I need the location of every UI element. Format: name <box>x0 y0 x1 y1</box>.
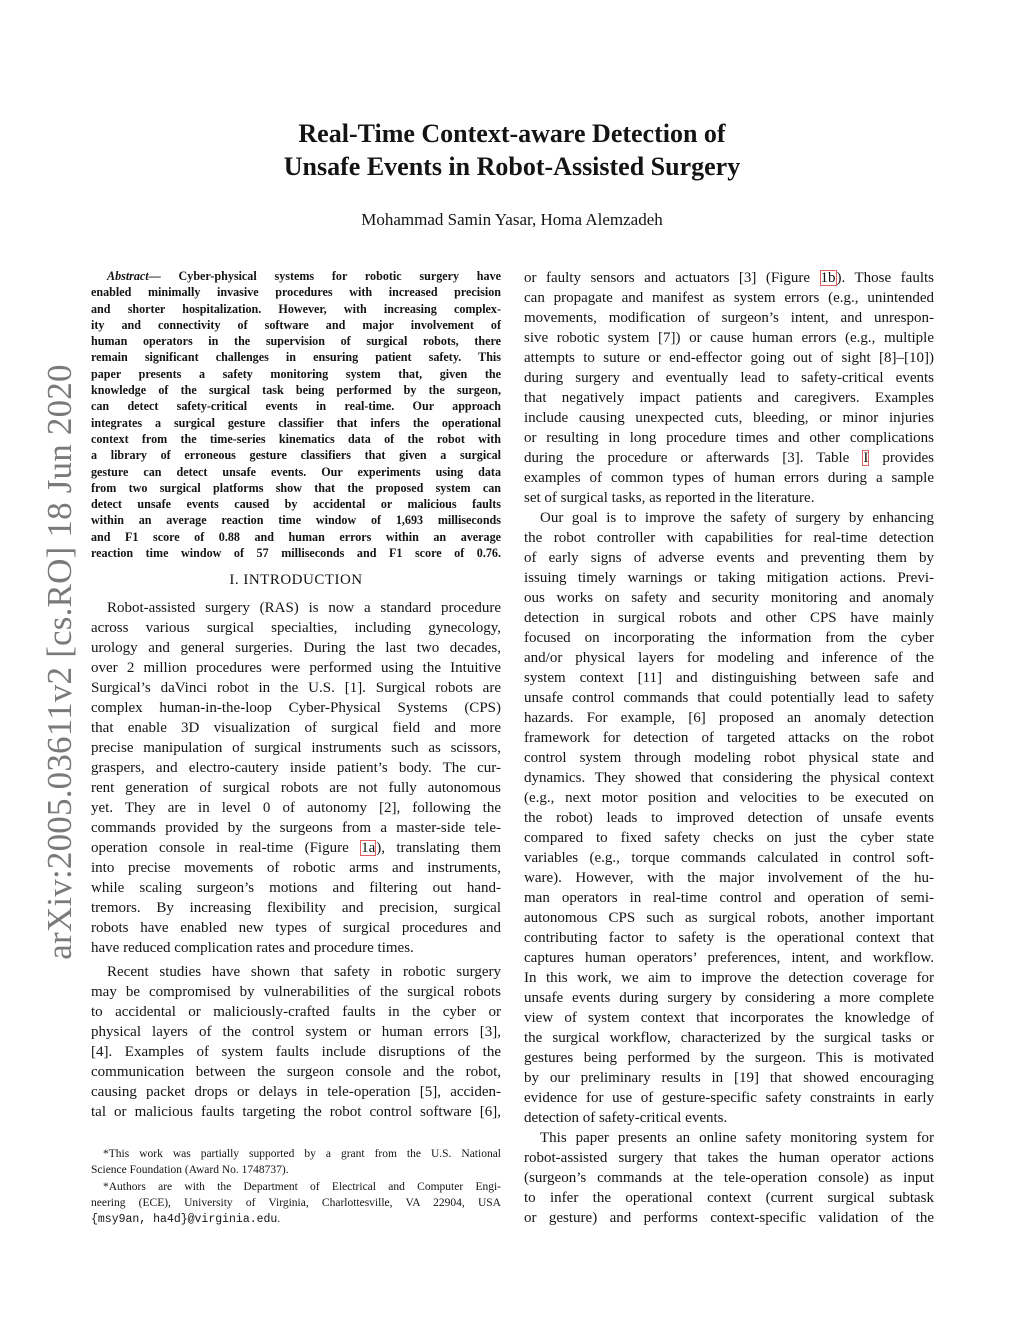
arxiv-identifier-stamp: arXiv:2005.03611v2 [cs.RO] 18 Jun 2020 <box>40 364 79 960</box>
abstract <box>91 268 501 561</box>
left-column <box>91 268 501 1227</box>
text-line: unsafe control commands that could potentially lead to safety <box>524 690 934 706</box>
text-line: focused on incorporating the information from the cyber <box>524 630 934 646</box>
text-line: physical layers of the control system or human errors [3], <box>91 1024 501 1041</box>
text-line: the robot) leads to improved detection of unsafe events <box>524 810 934 826</box>
table-1-link[interactable]: I <box>863 450 869 466</box>
text-line: include causing unexpected cuts, bleeding, or minor injuries <box>524 410 934 426</box>
abstract-line: and shorter hospitalization. However, with increasing complex- <box>91 301 501 316</box>
abstract-line: context from the time-series kinematics data of the robot with <box>91 431 501 446</box>
text-line: across various surgical specialties, including gynecology, <box>91 620 501 637</box>
section-heading-introduction: I. INTRODUCTION <box>229 572 363 589</box>
text-line: tal or malicious faults targeting the robot control software [6], <box>91 1104 501 1121</box>
text-line: during the procedure or afterwards [3]. Table I provides <box>524 450 934 466</box>
text-line: man operators in real-time control and operation of semi- <box>524 890 934 906</box>
abstract-line: can detect safety-critical events in real-time. Our approach <box>91 399 501 414</box>
abstract-line: from two surgical platforms show that the proposed system can <box>91 480 501 495</box>
text-line: compared to fixed safety checks on just the cyber state <box>524 830 934 846</box>
right-paragraph-1 <box>524 268 934 508</box>
text-line: examples of common types of human errors during a sample <box>524 470 934 486</box>
text-line: may be compromised by vulnerabilities of the surgical robots <box>91 984 501 1001</box>
right-paragraph-2 <box>524 508 934 1128</box>
text-line: autonomous CPS such as surgical robots, another important <box>524 910 934 926</box>
text-line: that negatively impact patients and caregivers. Examples <box>524 390 934 406</box>
text-line: robots have enabled new types of surgical procedures and <box>91 920 501 937</box>
abstract-line: a library of erroneous gesture classifiers that given a surgical <box>91 448 501 463</box>
text-line: ous works on safety and security monitoring and anomaly <box>524 590 934 606</box>
text-line: ware). However, with the major involvement of the hu- <box>524 870 934 886</box>
text-line: contributing factor to safety is the operational context that <box>524 930 934 946</box>
footnote-line: *Authors are with the Department of Electrical and Computer Engi- <box>103 1181 501 1194</box>
text-line: can propagate and manifest as system errors (e.g., unintended <box>524 290 934 306</box>
abstract-label: Abstract <box>107 269 149 283</box>
text-line: view of system context that incorporates the knowledge of <box>524 1010 934 1026</box>
abstract-line: paper presents a safety monitoring system that, given the <box>91 366 501 381</box>
text-line: complex human-in-the-loop Cyber-Physical Systems (CPS) <box>91 700 501 717</box>
title-line: Unsafe Events in Robot-Assisted Surgery <box>283 152 741 181</box>
text-line: Surgical’s daVinci robot in the U.S. [1]. Surgical robots are <box>91 680 501 697</box>
right-paragraph-3 <box>524 1128 934 1228</box>
text-line: set of surgical tasks, as reported in the literature. <box>524 490 815 506</box>
text-line: or faulty sensors and actuators [3] (Figure 1b). Those faults <box>524 270 934 286</box>
text-line: urology and general surgeries. During the last two decades, <box>91 640 501 657</box>
text-line: detection of safety-critical events. <box>524 1110 728 1126</box>
text-line: gestures being performed by the surgeon. This is motivated <box>524 1050 934 1066</box>
footnote-line: Science Foundation (Award No. 1748737). <box>91 1164 289 1177</box>
abstract-line: and F1 score of 0.88 and human errors within an average <box>91 529 501 544</box>
intro-paragraph-2 <box>91 962 501 1122</box>
text-line: Robot-assisted surgery (RAS) is now a standard procedure <box>107 600 501 617</box>
text-line: [4]. Examples of system faults include disruptions of the <box>91 1044 501 1061</box>
text-line: or resulting in long procedure times and other complications <box>524 430 934 446</box>
intro-paragraph-1 <box>91 598 501 958</box>
text-line: tremors. By increasing flexibility and precision, surgical <box>91 900 501 917</box>
text-line: to infer the operational context (current surgical subtask <box>524 1190 934 1206</box>
text-line: during surgery and eventually lead to safety-critical events <box>524 370 934 386</box>
abstract-line: reaction time window of 57 milliseconds and F1 score of 0.76. <box>91 546 501 561</box>
text-line: that enable 3D visualization of surgical field and more <box>91 720 501 737</box>
text-line: operation console in real-time (Figure 1a), translating them <box>91 840 501 857</box>
abstract-line: remain significant challenges in ensuring patient safety. This <box>91 350 501 365</box>
footnote-spacer <box>91 1122 501 1146</box>
figure-1b-link[interactable]: 1b <box>820 270 836 286</box>
text-line: unsafe events during surgery by considering a more complete <box>524 990 934 1006</box>
text-line: hazards. For example, [6] proposed an anomaly detection <box>524 710 934 726</box>
abstract-line: gesture can detect unsafe events. Our experiments using data <box>91 464 501 479</box>
text-line: (surgeon’s commands at the tele-operation console) as input <box>524 1170 934 1186</box>
text-line: into precise movements of robotic arms and instruments, <box>91 860 501 877</box>
right-column <box>524 268 934 1228</box>
abstract-line: integrates a surgical gesture classifier that infers the operational <box>91 415 501 430</box>
text-line: the surgical workflow, characterized by the surgical tasks or <box>524 1030 934 1046</box>
text-line: precise manipulation of surgical instruments such as scissors, <box>91 740 501 757</box>
text-line: while scaling surgeon’s motions and filtering out hand- <box>91 880 501 897</box>
text-line: issuing timely warnings or taking mitigation actions. Previ- <box>524 570 934 586</box>
abstract-line: enabled minimally invasive procedures with increased precision <box>91 285 501 300</box>
figure-1a-link[interactable]: 1a <box>361 840 376 857</box>
text-line: Recent studies have shown that safety in robotic surgery <box>107 964 501 981</box>
text-line: over 2 million procedures were performed using the Intuitive <box>91 660 501 677</box>
text-line: commands provided by the surgeons from a master-side tele- <box>91 820 501 837</box>
title-line: Real-Time Context-aware Detection of <box>298 119 726 148</box>
text-line: have reduced complication rates and procedure times. <box>91 940 414 957</box>
text-line: communication between the surgeon console and the robot, <box>91 1064 501 1081</box>
text-line: In this work, we aim to improve the detection coverage for <box>524 970 934 986</box>
text-line: captures human operators’ preferences, intent, and workflow. <box>524 950 934 966</box>
text-line: Our goal is to improve the safety of surgery by enhancing <box>540 510 934 526</box>
text-line: detection in surgical robots and other CPS have mainly <box>524 610 934 626</box>
text-line: the robot controller with capabilities for real-time detection <box>524 530 934 546</box>
text-line: graspers, and electro-cautery inside patient’s body. The cur- <box>91 760 501 777</box>
text-line: framework for detection of targeted attacks on the robot <box>524 730 934 746</box>
text-line: to accidental or maliciously-crafted faults in the cyber or <box>91 1004 501 1021</box>
text-line: This paper presents an online safety monitoring system for <box>540 1130 934 1146</box>
text-line: of early signs of adverse events and preventing them by <box>524 550 934 566</box>
abstract-line: human operators in the supervision of surgical robots, there <box>91 334 501 349</box>
abstract-line: Abstract— Cyber-physical systems for robotic surgery have <box>107 269 501 283</box>
abstract-line: knowledge of the surgical task being performed by the surgeon, <box>91 383 501 398</box>
text-line: evidence for use of gesture-specific safety constraints in early <box>524 1090 934 1106</box>
author-email[interactable]: {msy9an, ha4d}@virginia.edu <box>91 1213 278 1227</box>
text-line: by our preliminary results in [19] that showed encouraging <box>524 1070 934 1086</box>
text-line: causing packet drops or delays in tele-operation [5], acciden- <box>91 1084 501 1101</box>
abstract-line: ity and connectivity of software and major involvement of <box>91 317 501 332</box>
author-list: Mohammad Samin Yasar, Homa Alemzadeh <box>361 210 663 229</box>
text-line: rent generation of surgical robots are not fully autonomous <box>91 780 501 797</box>
footnote-line: *This work was partially supported by a grant from the U.S. National <box>103 1148 501 1161</box>
footnotes <box>91 1146 501 1227</box>
text-line: yet. They are in level 0 of autonomy [2], following the <box>91 800 501 817</box>
footnote-line: {msy9an, ha4d}@virginia.edu. <box>91 1213 281 1227</box>
text-line: attempts to suture or end-effector going out of sight [8]–[10]) <box>524 350 934 366</box>
text-line: variables (e.g., torque commands calculated in control soft- <box>524 850 934 866</box>
abstract-line: within an average reaction time window of 1,693 milliseconds <box>91 513 501 528</box>
text-line: control system through modeling robot physical state and <box>524 750 934 766</box>
paper-title <box>0 117 1024 183</box>
text-line: dynamics. They showed that considering the physical context <box>524 770 934 786</box>
text-line: or gesture) and performs context-specific validation of the <box>524 1210 934 1226</box>
text-line: sive robotic system [7]) or cause human errors (e.g., multiple <box>524 330 934 346</box>
text-line: system context [11] and distinguishing between safe and <box>524 670 934 686</box>
text-line: (e.g., next motor position and velocities to be executed on <box>524 790 934 806</box>
text-line: robot-assisted surgery that takes the human operator actions <box>524 1150 934 1166</box>
footnote-line: neering (ECE), University of Virginia, Charlottesville, VA 22904, USA <box>91 1197 501 1210</box>
text-line: movements, modification of surgeon’s intent, and unrespon- <box>524 310 934 326</box>
abstract-line: detect unsafe events caused by accidental or malicious faults <box>91 497 501 512</box>
text-line: and/or physical layers for modeling and inference of the <box>524 650 934 666</box>
